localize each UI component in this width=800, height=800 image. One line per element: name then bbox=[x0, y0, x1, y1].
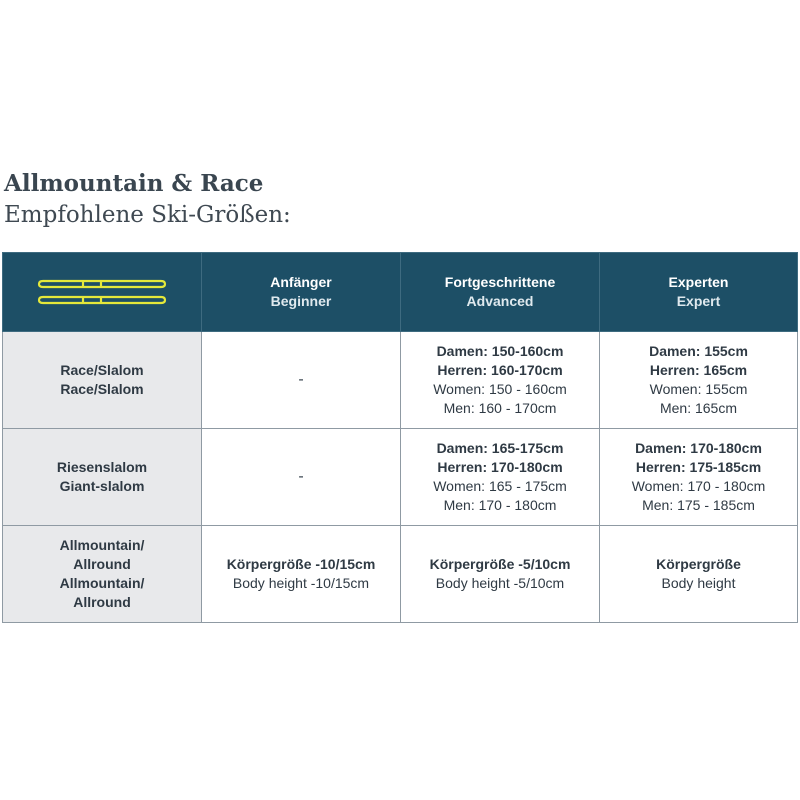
size-women-de: Damen: 165-175cm bbox=[436, 440, 564, 456]
header-beginner-en: Beginner bbox=[270, 293, 332, 309]
cell-advanced bbox=[401, 526, 600, 623]
row-label-de-line1: Allmountain/ bbox=[59, 537, 145, 553]
size-women-en: Women: 165 - 175cm bbox=[433, 478, 567, 494]
size-men-de: Herren: 170-180cm bbox=[437, 459, 563, 475]
body-height-de: Körpergröße -5/10cm bbox=[429, 556, 571, 572]
size-men-de: Herren: 160-170cm bbox=[437, 362, 563, 378]
cell-expert bbox=[600, 332, 798, 429]
cell-advanced bbox=[401, 429, 600, 526]
cell-beginner bbox=[202, 526, 401, 623]
size-women-de: Damen: 155cm bbox=[649, 343, 748, 359]
table-header-row bbox=[3, 253, 798, 332]
header-advanced bbox=[401, 253, 600, 332]
empty-dash: - bbox=[298, 468, 304, 485]
cell-advanced bbox=[401, 332, 600, 429]
body-height-de: Körpergröße -10/15cm bbox=[226, 556, 376, 572]
skis-icon bbox=[37, 272, 167, 312]
size-men-en: Men: 160 - 170cm bbox=[443, 400, 557, 416]
row-label-en-line1: Allmountain/ bbox=[59, 575, 145, 591]
header-advanced-de: Fortgeschrittene bbox=[444, 274, 556, 290]
table-row bbox=[3, 332, 798, 429]
body-height-en: Body height -5/10cm bbox=[435, 575, 565, 591]
row-label-en-line2: Allround bbox=[73, 594, 131, 610]
table-row bbox=[3, 429, 798, 526]
body-height-en: Body height bbox=[661, 575, 736, 591]
size-women-en: Women: 150 - 160cm bbox=[433, 381, 567, 397]
row-label-race-slalom bbox=[3, 332, 202, 429]
header-icon-cell bbox=[3, 253, 202, 332]
header-advanced-en: Advanced bbox=[466, 293, 534, 309]
cell-expert bbox=[600, 429, 798, 526]
size-men-en: Men: 170 - 180cm bbox=[443, 497, 557, 513]
header-beginner bbox=[202, 253, 401, 332]
body-height-en: Body height -10/15cm bbox=[232, 575, 370, 591]
size-men-de: Herren: 165cm bbox=[649, 362, 748, 378]
size-women-en: Women: 155cm bbox=[649, 381, 748, 397]
header-expert-en: Expert bbox=[676, 293, 721, 309]
row-label-de-line2: Allround bbox=[73, 556, 131, 572]
row-label-giant-slalom bbox=[3, 429, 202, 526]
size-women-de: Damen: 150-160cm bbox=[436, 343, 564, 359]
cell-expert bbox=[600, 526, 798, 623]
heading-block bbox=[4, 168, 291, 230]
row-label-de: Riesenslalom bbox=[56, 459, 148, 475]
empty-dash: - bbox=[298, 371, 304, 388]
size-men-de: Herren: 175-185cm bbox=[635, 459, 762, 475]
header-expert bbox=[600, 253, 798, 332]
size-women-en: Women: 170 - 180cm bbox=[631, 478, 766, 494]
row-label-en: Race/Slalom bbox=[60, 381, 144, 397]
body-height-de: Körpergröße bbox=[656, 556, 741, 572]
row-label-de: Race/Slalom bbox=[60, 362, 144, 378]
row-label-allmountain bbox=[3, 526, 202, 623]
header-beginner-de: Anfänger bbox=[270, 274, 332, 290]
table-row bbox=[3, 526, 798, 623]
header-expert-de: Experten bbox=[668, 274, 729, 290]
size-women-de: Damen: 170-180cm bbox=[635, 440, 762, 456]
cell-beginner bbox=[202, 429, 401, 526]
page-subtitle: Empfohlene Ski-Größen: bbox=[4, 202, 291, 228]
cell-beginner bbox=[202, 332, 401, 429]
row-label-en: Giant-slalom bbox=[59, 478, 145, 494]
page-title: Allmountain & Race bbox=[4, 170, 264, 197]
size-men-en: Men: 175 - 185cm bbox=[642, 497, 755, 513]
size-men-en: Men: 165cm bbox=[659, 400, 738, 416]
ski-size-table bbox=[2, 252, 798, 623]
